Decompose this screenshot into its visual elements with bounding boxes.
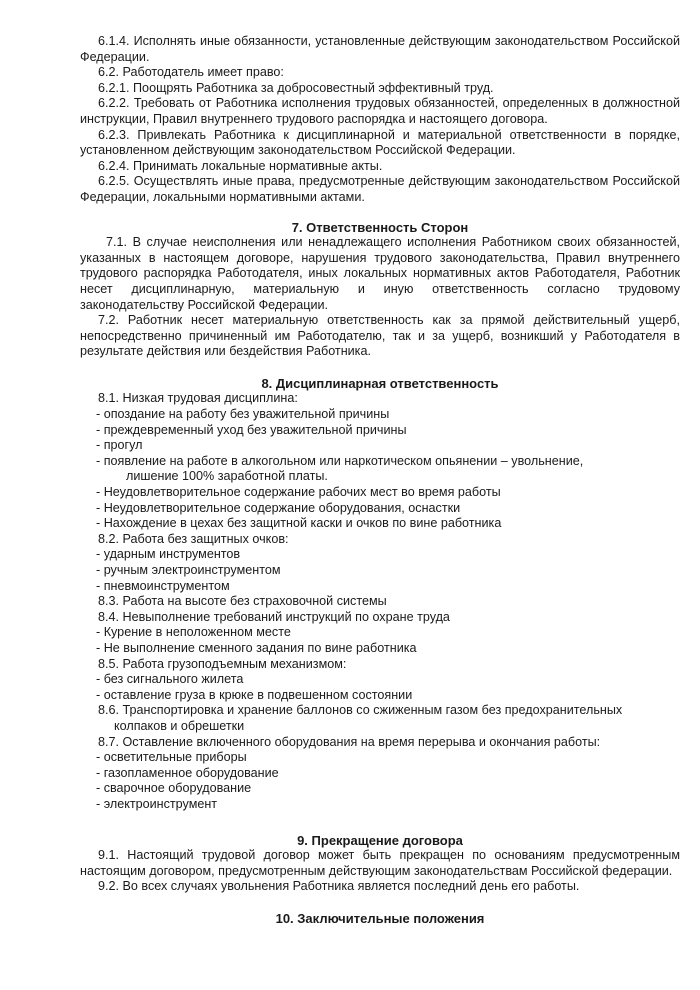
section-8-discipline bbox=[80, 376, 680, 813]
list-item: - ручным электроинструментом bbox=[96, 563, 281, 577]
section-10-heading: 10. Заключительные положения bbox=[275, 910, 485, 926]
clause-7-1: 7.1. В случае неисполнения или ненадлежащего исполнения Работником своих обязанностей, указанных в настоящем договоре, нарушения трудового законодательства, Правил внутреннего трудового распорядка Работодателя, иных локальных нормативных актов Работодателя, Работник несет дисциплинарную, материальную и иную ответственность согласно трудовому законодательству Российской Федерации. bbox=[80, 235, 680, 312]
section-7-liability bbox=[80, 220, 680, 360]
list-item: - Неудовлетворительное содержание оборудования, оснастки bbox=[96, 500, 461, 515]
clause-6-2: 6.2. Работодатель имеет право: bbox=[98, 65, 284, 80]
list-item: - Неудовлетворительное содержание рабочих мест во время работы bbox=[96, 485, 501, 500]
document-body bbox=[80, 34, 680, 926]
list-item: - осветительные приборы bbox=[96, 750, 247, 765]
section-7-heading: 7. Ответственность Сторон bbox=[291, 219, 469, 235]
clause-8-5: 8.5. Работа грузоподъемным механизмом: bbox=[98, 656, 347, 671]
list-item: - прогул bbox=[96, 438, 143, 453]
list-item: - сварочное оборудование bbox=[96, 781, 252, 796]
list-item: - оставление груза в крюке в подвешенном состоянии bbox=[96, 687, 413, 702]
section-9-heading: 9. Прекращение договора bbox=[297, 832, 463, 848]
clause-8-6: 8.6. Транспортировка и хранение баллонов со сжиженным газом без предохранительных bbox=[98, 703, 623, 718]
clause-6-2-4: 6.2.4. Принимать локальные нормативные акты. bbox=[98, 158, 383, 173]
clause-8-2: 8.2. Работа без защитных очков: bbox=[98, 531, 289, 546]
list-item: - без сигнального жилета bbox=[96, 672, 244, 687]
list-item: лишение 100% заработной платы. bbox=[126, 469, 328, 484]
list-item: - появление на работе в алкогольном или наркотическом опьянении – увольнение, bbox=[96, 453, 584, 468]
list-item: - Нахождение в цехах без защитной каски и очков по вине работника bbox=[96, 516, 502, 531]
clause-6-2-1: 6.2.1. Поощрять Работника за добросовестный эффективный труд. bbox=[98, 80, 494, 95]
clause-8-7: 8.7. Оставление включенного оборудования на время перерыва и окончания работы: bbox=[98, 734, 601, 749]
clause-8-3: 8.3. Работа на высоте без страховочной системы bbox=[98, 594, 387, 609]
clause-6-1-4: 6.1.4. Исполнять иные обязанности, установленные действующим законодательством Российской Федерации. bbox=[80, 34, 680, 64]
list-item: - Курение в неположенном месте bbox=[96, 625, 291, 640]
list-item: - пневмоинструментом bbox=[96, 578, 230, 593]
clause-6-2-2: 6.2.2. Требовать от Работника исполнения трудовых обязанностей, определенных в должностной инструкции, Правил внутреннего трудового распорядка и настоящего договора. bbox=[80, 96, 680, 126]
section-6-rights bbox=[80, 34, 680, 206]
clause-8-1: 8.1. Низкая трудовая дисциплина: bbox=[98, 391, 298, 406]
section-10-final bbox=[80, 911, 680, 927]
clause-6-2-5: 6.2.5. Осуществлять иные права, предусмотренные действующим законодательством Российской Федерации, локальными нормативными актами. bbox=[80, 174, 680, 204]
list-item: - опоздание на работу без уважительной причины bbox=[96, 407, 390, 422]
clause-8-4: 8.4. Невыполнение требований инструкций по охране труда bbox=[98, 609, 450, 624]
clause-6-2-3: 6.2.3. Привлекать Работника к дисциплинарной и материальной ответственности в порядке, установленном действующим законодательством Российской Федерации. bbox=[80, 127, 680, 158]
clause-9-2: 9.2. Во всех случаях увольнения Работника является последний день его работы. bbox=[98, 879, 580, 894]
list-item: - газопламенное оборудование bbox=[96, 765, 279, 780]
list-item: - ударным инструментов bbox=[96, 547, 241, 562]
section-9-termination bbox=[80, 833, 680, 895]
section-8-heading: 8. Дисциплинарная ответственность bbox=[261, 375, 499, 391]
clause-7-2: 7.2. Работник несет материальную ответственность как за прямой действительный ущерб, непосредственно причиненный им Работодателю, так и за ущерб, возникший у Работодателя в результате действия или бездействия Работника. bbox=[80, 313, 680, 359]
list-item: - электроинструмент bbox=[96, 796, 218, 811]
list-item: - преждевременный уход без уважительной причины bbox=[96, 422, 407, 437]
list-item: - Не выполнение сменного задания по вине работника bbox=[96, 640, 417, 655]
clause-9-1: 9.1. Настоящий трудовой договор может быть прекращен по основаниям предусмотренным настоящим договором, предусмотренным действующим законодательствам Российской федерации. bbox=[80, 848, 680, 878]
clause-8-6-continued: колпаков и обрешетки bbox=[114, 718, 245, 733]
